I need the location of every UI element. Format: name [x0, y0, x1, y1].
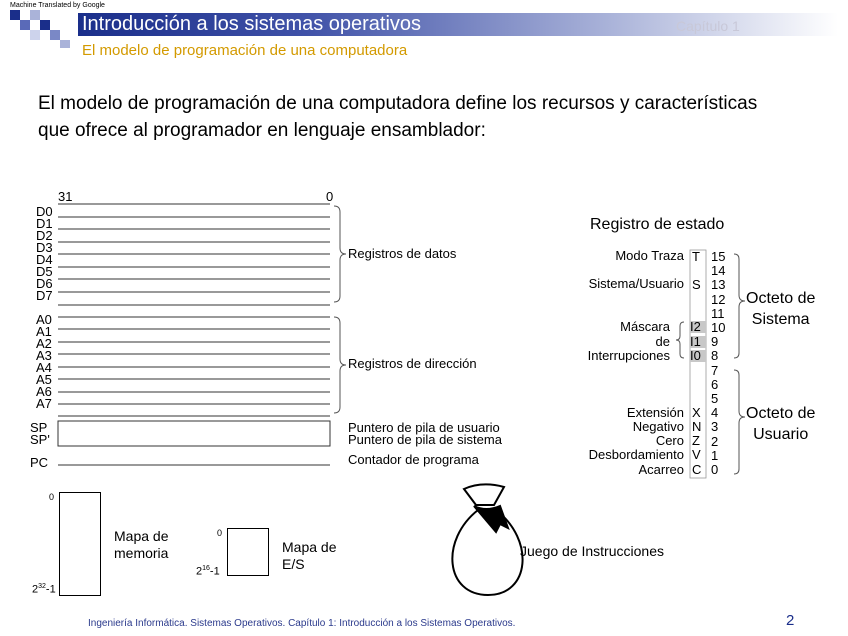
reg-pc: PC: [30, 455, 49, 470]
memory-map-label-1: Mapa de: [114, 528, 169, 544]
bit-13: 13: [711, 277, 726, 293]
memory-map-label: [114, 528, 168, 562]
chapter-label: Capítulo 1: [676, 18, 740, 34]
reg-d6: D6: [36, 276, 53, 291]
address-register-labels: [36, 314, 52, 410]
reg-a3: A3: [36, 348, 52, 363]
io-map-label-1: Mapa de: [282, 539, 337, 555]
memory-map-box: [59, 492, 101, 596]
flag-v: V: [692, 447, 701, 462]
address-registers-label: Registros de dirección: [348, 356, 477, 371]
program-counter-label: Contador de programa: [348, 452, 479, 467]
machine-translated-note: Machine Translated by Google: [10, 2, 105, 9]
bit-low-label: 0: [326, 189, 334, 204]
reg-d7: D7: [36, 288, 53, 303]
footer-text: Ingeniería Informática. Sistemas Operativos. Capítulo 1: Introducción a los Sistemas Operativos.: [88, 618, 516, 629]
io-map-label-2: E/S: [282, 556, 305, 572]
user-byte-line1: Octeto de: [746, 405, 816, 422]
reg-d0: D0: [36, 204, 53, 219]
reg-sp-prime: SP': [30, 432, 50, 447]
bit-6: 6: [711, 376, 719, 392]
bit-0: 0: [711, 462, 719, 478]
reg-d5: D5: [36, 264, 53, 279]
system-byte-label: [746, 288, 815, 330]
bit-7: 7: [711, 362, 719, 378]
bit-3: 3: [711, 419, 719, 435]
reg-a1: A1: [36, 324, 52, 339]
page-number: 2: [786, 612, 795, 629]
memory-map-zero: 0: [49, 492, 55, 502]
system-byte-line2: Sistema: [751, 311, 810, 328]
user-byte-label: [746, 403, 815, 445]
flag-x: X: [692, 405, 701, 420]
page-title: Introducción a los sistemas operativos: [82, 13, 422, 35]
bit-8: 8: [711, 348, 719, 364]
reg-d2: D2: [36, 228, 53, 243]
user-stack-label: Puntero de pila de usuario: [348, 420, 500, 435]
reg-sp: SP: [30, 420, 48, 435]
reg-d1: D1: [36, 216, 53, 231]
bit-11: 11: [711, 305, 725, 321]
status-bit-numbers: [711, 250, 733, 477]
memory-map-top: $2^{32}-1$: [32, 583, 56, 596]
flag-i0: I0: [690, 350, 706, 362]
reg-a0: A0: [36, 312, 52, 327]
io-map-top: $2^{16}-1$: [196, 565, 220, 578]
data-registers-label: Registros de datos: [348, 246, 457, 261]
data-register-labels: [36, 206, 53, 302]
bit-2: 2: [711, 433, 719, 449]
flag-z: Z: [692, 433, 700, 448]
reg-d4: D4: [36, 252, 53, 267]
bit-high-label: 31: [58, 189, 73, 204]
negative-label: Negativo: [632, 419, 684, 434]
bit-14: 14: [711, 263, 726, 279]
flag-s: S: [692, 277, 701, 292]
bit-10: 10: [711, 320, 726, 336]
mask-label-2: de: [655, 334, 670, 349]
bit-4: 4: [711, 405, 719, 421]
instruction-set-label: Juego de Instrucciones: [520, 543, 664, 559]
io-map-zero: 0: [217, 528, 223, 538]
reg-a7: A7: [36, 396, 52, 411]
overflow-label: Desbordamiento: [588, 447, 684, 462]
bit-15: 15: [711, 249, 726, 264]
status-register-title: Registro de estado: [590, 216, 725, 233]
page-subtitle: El modelo de programación de una computadora: [82, 42, 408, 59]
reg-a4: A4: [36, 360, 52, 375]
extension-label: Extensión: [626, 405, 684, 420]
reg-d3: D3: [36, 240, 53, 255]
zero-label: Cero: [655, 433, 684, 448]
bit-9: 9: [711, 334, 719, 350]
carry-label: Acarreo: [638, 462, 684, 477]
flag-n: N: [692, 419, 702, 434]
mask-label-1: Máscara: [620, 319, 670, 334]
trace-mode-label: Modo Traza: [615, 248, 684, 263]
system-byte-line1: Octeto de: [746, 290, 816, 307]
bit-5: 5: [711, 391, 719, 407]
bit-1: 1: [711, 447, 719, 463]
reg-a5: A5: [36, 372, 52, 387]
flag-c: C: [692, 462, 702, 477]
instructions-bag-icon: [452, 484, 522, 595]
io-map-label: [282, 539, 336, 573]
io-map-box: [227, 528, 269, 576]
memory-map-label-2: memoria: [114, 545, 169, 561]
flag-i2: I2: [690, 321, 706, 333]
flag-i1: I1: [690, 336, 706, 348]
reg-a6: A6: [36, 384, 52, 399]
mask-label-3: Interrupciones: [587, 348, 670, 363]
user-byte-line2: Usuario: [753, 426, 809, 443]
system-user-label: Sistema/Usuario: [588, 276, 684, 291]
bit-12: 12: [711, 291, 726, 307]
reg-a2: A2: [36, 336, 52, 351]
intro-text: El modelo de programación de una computadora define los recursos y características que ofrece al programador en lenguaje ensamblador:: [38, 93, 758, 141]
system-stack-label: Puntero de pila de sistema: [348, 432, 502, 447]
flag-t: T: [692, 249, 700, 264]
